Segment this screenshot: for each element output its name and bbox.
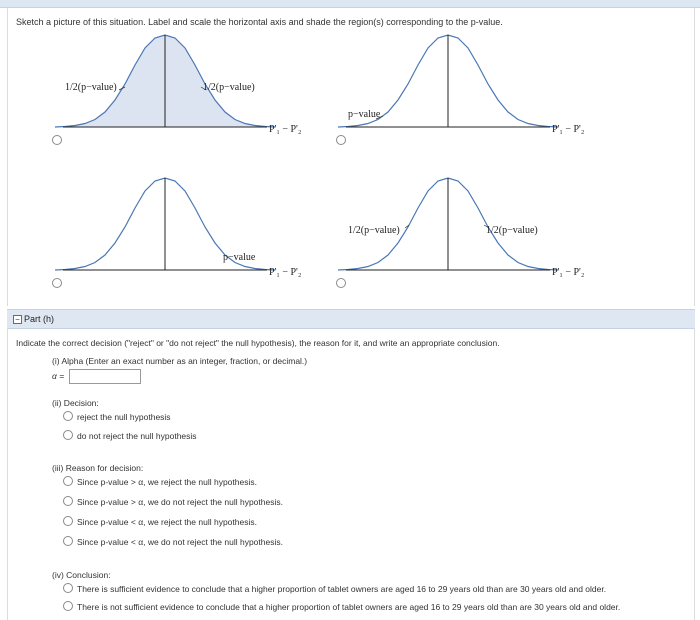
axis-label: P'₁ − P'₂: [269, 267, 302, 278]
reason-option-label: Since p-value < α, we reject the null hypothesis.: [77, 517, 257, 527]
decision-option-radio[interactable]: [63, 411, 73, 421]
reason-option-radio[interactable]: [63, 496, 73, 506]
collapse-minus-icon[interactable]: −: [13, 315, 22, 324]
right-tail-label: p−value: [223, 252, 256, 263]
graph-option-1-radio[interactable]: [52, 135, 62, 145]
conclusion-option-radio[interactable]: [63, 583, 73, 593]
conclusion-option-label: There is sufficient evidence to conclude that a higher proportion of tablet owners are aged 16 to 29 years old than are 30 years old and older.: [77, 584, 607, 594]
conclusion-option-radio[interactable]: [63, 601, 73, 611]
decision-option-label: do not reject the null hypothesis: [77, 431, 197, 441]
alpha-input[interactable]: [69, 369, 141, 384]
reason-option-label: Since p-value > α, we reject the null hypothesis.: [77, 477, 257, 487]
graph-option-4-radio[interactable]: [336, 278, 346, 288]
graph-option-1: [55, 30, 325, 140]
reason-option-radio[interactable]: [63, 536, 73, 546]
graph-option-3: [55, 173, 325, 283]
part-h-prompt: Indicate the correct decision ("reject" or "do not reject" the null hypothesis), the reason for it, and write an appropriate conclusion.: [16, 338, 500, 348]
left-tail-label: p−value: [348, 109, 381, 120]
decision-label: (ii) Decision:: [52, 398, 99, 408]
part-h-header[interactable]: [7, 309, 695, 329]
decision-option-radio[interactable]: [63, 430, 73, 440]
previous-part-header-strip: [0, 0, 700, 8]
reason-label: (iii) Reason for decision:: [52, 463, 144, 473]
axis-label: P'₁ − P'₂: [552, 124, 585, 135]
alpha-symbol: α =: [52, 371, 65, 381]
left-tail-label: 1/2(p−value): [348, 225, 400, 236]
graph-option-2: [338, 30, 608, 140]
graph-option-4: [338, 173, 608, 283]
right-tail-label: 1/2(p−value): [486, 225, 538, 236]
conclusion-option-label: There is not sufficient evidence to conclude that a higher proportion of tablet owners are aged 16 to 29 years old than are 30 years old and older.: [77, 602, 621, 612]
reason-option-radio[interactable]: [63, 516, 73, 526]
right-tail-label: 1/2(p−value): [203, 82, 255, 93]
graph-option-2-radio[interactable]: [336, 135, 346, 145]
reason-option-radio[interactable]: [63, 476, 73, 486]
decision-option-label: reject the null hypothesis: [77, 412, 171, 422]
reason-option-label: Since p-value > α, we do not reject the null hypothesis.: [77, 497, 283, 507]
left-tail-label: 1/2(p−value): [65, 82, 117, 93]
alpha-label: (i) Alpha (Enter an exact number as an integer, fraction, or decimal.): [52, 356, 308, 366]
reason-option-label: Since p-value < α, we do not reject the null hypothesis.: [77, 537, 283, 547]
axis-label: P'₁ − P'₂: [269, 124, 302, 135]
axis-label: P'₁ − P'₂: [552, 267, 585, 278]
sketch-instruction: Sketch a picture of this situation. Label and scale the horizontal axis and shade the region(s) corresponding to the p-value.: [16, 17, 503, 27]
graph-option-3-radio[interactable]: [52, 278, 62, 288]
part-h-title: Part (h): [24, 314, 55, 324]
conclusion-label: (iv) Conclusion:: [52, 570, 111, 580]
